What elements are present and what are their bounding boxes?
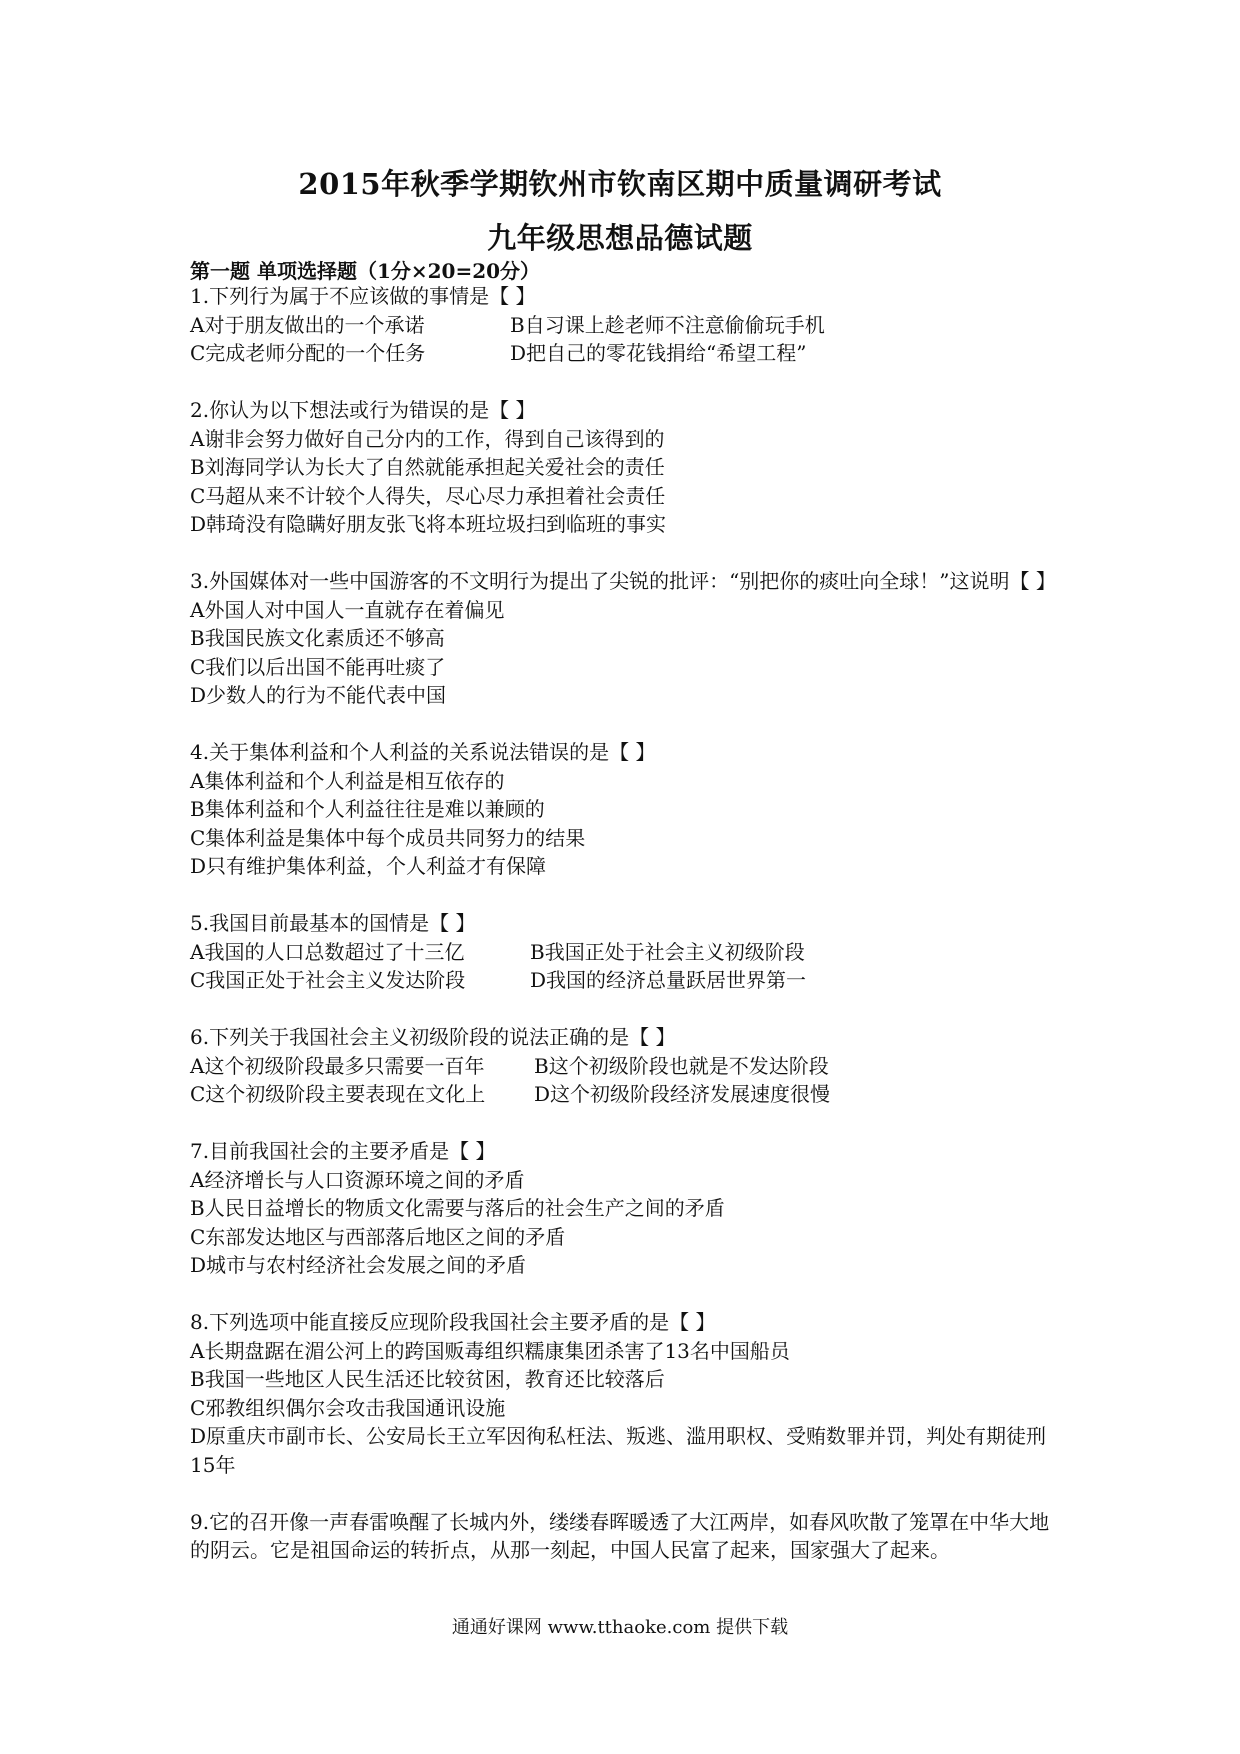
option-b: B我国一些地区人民生活还比较贫困，教育还比较落后: [190, 1367, 665, 1391]
question-6: [190, 1023, 1060, 1109]
option-b: B我国正处于社会主义初级阶段: [530, 939, 805, 964]
option-c: C这个初级阶段主要表现在文化上: [190, 1082, 486, 1106]
option-a: A集体利益和个人利益是相互依存的: [190, 768, 505, 793]
option-b: B自习课上趁老师不注意偷偷玩手机: [510, 312, 825, 337]
question-stem: 8.下列选项中能直接反应现阶段我国社会主要矛盾的是【 】: [190, 1310, 716, 1334]
option-row: [190, 311, 1060, 340]
option-c: C完成老师分配的一个任务: [190, 341, 426, 365]
option-b: B集体利益和个人利益往往是难以兼顾的: [190, 797, 545, 821]
option-d: D城市与农村经济社会发展之间的矛盾: [190, 1253, 527, 1277]
question-stem: 2.你认为以下想法或行为错误的是【 】: [190, 398, 536, 422]
option-a: A我国的人口总数超过了十三亿: [190, 939, 465, 964]
option-c: C马超从来不计较个人得失，尽心尽力承担着社会责任: [190, 483, 666, 508]
question-1: [190, 282, 1060, 368]
option-row: [190, 966, 1060, 995]
question-stem: 9.它的召开像一声春雷唤醒了长城内外，缕缕春晖暖透了大江两岸，如春风吹散了笼罩在中华大地的阴云。它是祖国命运的转折点，从那一刻起，中国人民富了起来，国家强大了起来。: [190, 1509, 1050, 1562]
question-5: [190, 909, 1060, 995]
question-4: [190, 738, 1060, 881]
question-stem: 7.目前我国社会的主要矛盾是【 】: [190, 1139, 496, 1163]
footer-credit: 通通好课网 www.tthaoke.com 提供下载: [451, 1617, 789, 1638]
question-stem: 6.下列关于我国社会主义初级阶段的说法正确的是【 】: [190, 1025, 676, 1049]
option-c: C我国正处于社会主义发达阶段: [190, 968, 466, 992]
question-stem: 3.外国媒体对一些中国游客的不文明行为提出了尖锐的批评：“别把你的痰吐向全球！”这说明【 】: [190, 569, 1056, 593]
option-c: C集体利益是集体中每个成员共同努力的结果: [190, 825, 586, 850]
option-a: A长期盘踞在湄公河上的跨国贩毒组织糯康集团杀害了13名中国船员: [190, 1338, 790, 1363]
option-d: D只有维护集体利益，个人利益才有保障: [190, 854, 547, 878]
question-list: [190, 282, 1060, 1593]
option-b: B我国民族文化素质还不够高: [190, 626, 445, 650]
exam-subtitle: 九年级思想品德试题: [487, 221, 753, 255]
option-a: A经济增长与人口资源环境之间的矛盾: [190, 1167, 525, 1192]
option-d: D少数人的行为不能代表中国: [190, 683, 447, 707]
option-d: D原重庆市副市长、公安局长王立军因徇私枉法、叛逃、滥用职权、受贿数罪并罚，判处有期徒刑15年: [190, 1424, 1047, 1477]
section-heading: 第一题 单项选择题（1分×20=20分）: [190, 259, 541, 283]
option-c: C我们以后出国不能再吐痰了: [190, 654, 446, 679]
option-b: B刘海同学认为长大了自然就能承担起关爱社会的责任: [190, 455, 665, 479]
question-stem: 1.下列行为属于不应该做的事情是【 】: [190, 284, 536, 308]
option-b: B人民日益增长的物质文化需要与落后的社会生产之间的矛盾: [190, 1196, 725, 1220]
exam-title: 2015年秋季学期钦州市钦南区期中质量调研考试: [298, 167, 942, 201]
option-d: D这个初级阶段经济发展速度很慢: [534, 1082, 831, 1106]
option-d: D我国的经济总量跃居世界第一: [530, 968, 807, 992]
option-b: B这个初级阶段也就是不发达阶段: [534, 1053, 829, 1078]
question-stem: 4.关于集体利益和个人利益的关系说法错误的是【 】: [190, 740, 656, 764]
question-2: [190, 396, 1060, 539]
option-row: [190, 938, 1060, 967]
option-c: C东部发达地区与西部落后地区之间的矛盾: [190, 1224, 566, 1249]
option-d: D把自己的零花钱捐给“希望工程”: [510, 341, 807, 365]
option-c: C邪教组织偶尔会攻击我国通讯设施: [190, 1395, 506, 1420]
option-d: D韩琦没有隐瞒好朋友张飞将本班垃圾扫到临班的事实: [190, 512, 667, 536]
option-a: A这个初级阶段最多只需要一百年: [190, 1053, 485, 1078]
question-stem: 5.我国目前最基本的国情是【 】: [190, 911, 476, 935]
option-a: A对于朋友做出的一个承诺: [190, 312, 425, 337]
option-a: A谢非会努力做好自己分内的工作，得到自己该得到的: [190, 426, 665, 451]
option-a: A外国人对中国人一直就存在着偏见: [190, 597, 505, 622]
question-9: [190, 1508, 1060, 1565]
question-7: [190, 1137, 1060, 1280]
question-3: [190, 567, 1060, 710]
question-8: [190, 1308, 1060, 1479]
option-row: [190, 1052, 1060, 1081]
option-row: [190, 1080, 1060, 1109]
option-row: [190, 339, 1060, 368]
